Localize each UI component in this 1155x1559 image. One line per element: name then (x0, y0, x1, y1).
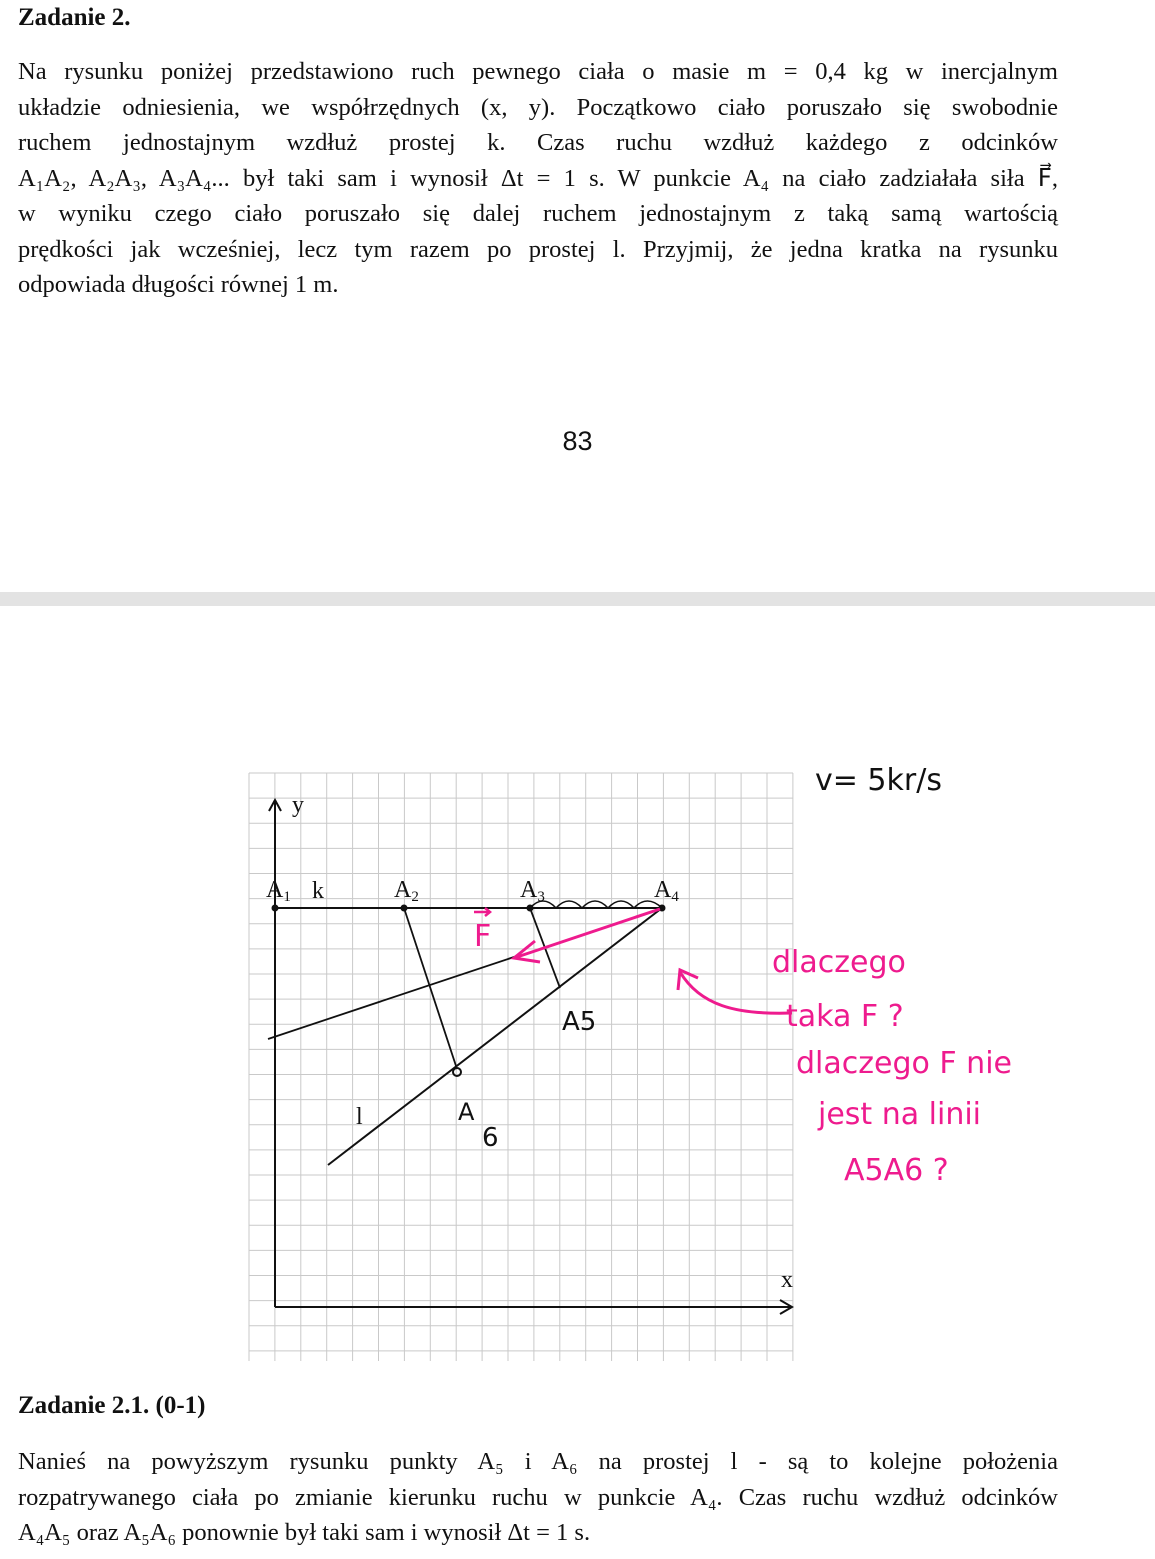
task-line: w wyniku czego ciało poruszało się dalej ruchem jednostajnym z taką samą wartością (18, 200, 1058, 227)
pen-arcs-a3-a4 (530, 901, 662, 908)
question-line: jest na linii (818, 1097, 982, 1132)
point-a2-label: A2 (394, 877, 419, 905)
point-a3-label: A3 (520, 877, 545, 905)
subtask-title: Zadanie 2.1. (0-1) (18, 1392, 206, 1419)
point-a1 (272, 905, 279, 912)
task-line: ruchem jednostajnym wzdłuż prostej k. Czas ruchu wzdłuż każdego z odcinków (18, 129, 1058, 156)
line-l-label: l (356, 1104, 363, 1130)
velocity-note: v= 5kr/s (815, 763, 942, 798)
point-a1-label: A1 (266, 877, 291, 905)
task-line: prędkości jak wcześniej, lecz tym razem po prostej l. Przyjmij, że jedna kratka na rysunku (18, 235, 1058, 263)
x-axis-label: x (781, 1267, 793, 1293)
task-line: A₁A₂, A₂A₃, A₃A₄... był taki sam i wynosił Δt = 1 s. W punkcie A₄ na ciało zadziałała siła F⃗, (18, 164, 1058, 192)
force-vector (514, 909, 660, 962)
handwritten-a5-label: A5 (562, 1007, 597, 1037)
question-line: taka F ? (786, 999, 904, 1034)
task-text (18, 54, 1058, 303)
task-line: układzie odniesienia, we współrzędnych (x, y). Początkowo ciało poruszało się swobodnie (18, 93, 1058, 121)
task-title: Zadanie 2. (18, 4, 131, 31)
point-a4-label: A4 (654, 877, 679, 905)
point-a2 (401, 905, 408, 912)
question-line: A5A6 ? (844, 1153, 949, 1188)
question-line: dlaczego (772, 945, 906, 980)
page-number: 83 (562, 426, 593, 456)
point-a3 (527, 905, 534, 912)
annotation-arrowhead (678, 970, 698, 990)
page-separator (0, 592, 1155, 606)
question-line: dlaczego F nie (796, 1046, 1012, 1081)
task-line: odpowiada długości równej 1 m. (18, 271, 339, 298)
handwritten-a6-label-6: 6 (482, 1123, 499, 1153)
y-axis-label: y (292, 792, 304, 818)
motion-diagram (0, 740, 1155, 1380)
force-label (474, 908, 491, 954)
handwritten-a6-label-a: A (458, 1098, 475, 1126)
subtask-line: Nanieś na powyższym rysunku punkty A₅ i A₆ na prostej l - są to kolejne położenia (18, 1448, 1058, 1475)
force-label-text: F (474, 919, 492, 954)
line-k-label: k (312, 878, 324, 904)
subtask-line: A₄A₅ oraz A₅A₆ ponownie był taki sam i wynosił Δt = 1 s. (18, 1519, 591, 1546)
subtask-line: rozpatrywanego ciała po zmianie kierunku ruchu w punkcie A₄. Czas ruchu wzdłuż odcinków (18, 1483, 1058, 1511)
task-line: Na rysunku poniżej przedstawiono ruch pewnego ciała o masie m = 0,4 kg w inercjalnym (18, 58, 1058, 85)
subtask-text (18, 1444, 1058, 1551)
grid (249, 773, 793, 1361)
